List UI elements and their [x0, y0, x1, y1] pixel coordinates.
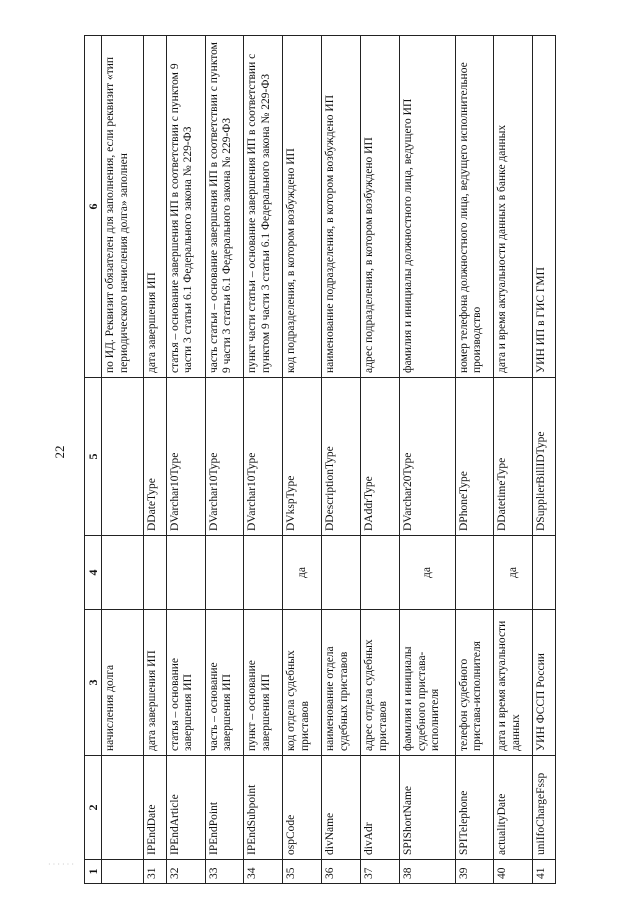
field-type: DDateType — [144, 378, 166, 536]
table-row — [144, 36, 166, 884]
table-row — [361, 36, 400, 884]
row-number: 32 — [166, 860, 205, 884]
field-code: SPIShortName — [400, 756, 455, 860]
row-number: 34 — [244, 860, 283, 884]
scan-mark: · · · · · · — [48, 860, 74, 869]
field-name: начисления долга — [102, 610, 144, 756]
row-number: 37 — [361, 860, 400, 884]
field-code: IPEndPoint — [205, 756, 244, 860]
header-col-6: 6 — [85, 36, 102, 378]
header-col-5: 5 — [85, 378, 102, 536]
table-row — [166, 36, 205, 884]
field-type: DDescriptionType — [322, 378, 361, 536]
required-flag — [244, 536, 283, 610]
required-flag — [144, 536, 166, 610]
field-type: DVarchar10Type — [166, 378, 205, 536]
field-type: DVarchar10Type — [244, 378, 283, 536]
field-description: наименование подразделения, в котором возбуждено ИП — [322, 36, 361, 378]
table-row — [283, 36, 322, 884]
row-number: 33 — [205, 860, 244, 884]
table-rotated-container — [84, 36, 556, 884]
field-name: адрес отдела судебных приставов — [361, 610, 400, 756]
required-flag — [361, 536, 400, 610]
field-type: DDatetimeType — [494, 378, 533, 536]
field-type — [102, 378, 144, 536]
required-flag: да — [283, 536, 322, 610]
row-number: 38 — [400, 860, 455, 884]
field-description: адрес подразделения, в котором возбуждено ИП — [361, 36, 400, 378]
field-type: DSupplierBillIDType — [533, 378, 556, 536]
field-description: пункт части статьи – основание завершения ИП в соответствии с пунктом 9 части 3 статьи 6.1 Федерального закона № 229-ФЗ — [244, 36, 283, 378]
field-description: часть статьи – основание завершения ИП в соответствии с пунктом 9 части 3 статьи 6.1 Федерального закона № 229-ФЗ — [205, 36, 244, 378]
field-name: телефон судебного пристава-исполнителя — [455, 610, 494, 756]
field-name: статья – основание завершения ИП — [166, 610, 205, 756]
row-number: 41 — [533, 860, 556, 884]
field-code: actualityDate — [494, 756, 533, 860]
field-code: IPEndDate — [144, 756, 166, 860]
row-number: 31 — [144, 860, 166, 884]
field-description: статья – основание завершения ИП в соответствии с пунктом 9 части 3 статьи 6.1 Федерального закона № 229-ФЗ — [166, 36, 205, 378]
table-rotated-inner — [84, 36, 556, 884]
field-name: дата и время актуальности данных — [494, 610, 533, 756]
field-description: дата завершения ИП — [144, 36, 166, 378]
table-row — [533, 36, 556, 884]
row-number — [102, 860, 144, 884]
field-type: DAddrType — [361, 378, 400, 536]
field-description: дата и время актуальности данных в банке данных — [494, 36, 533, 378]
field-code: uniIfoChargeFssp — [533, 756, 556, 860]
header-col-4: 4 — [85, 536, 102, 610]
row-number: 40 — [494, 860, 533, 884]
field-name: пункт – основание завершения ИП — [244, 610, 283, 756]
field-name: фамилия и инициалы судебного пристава-исполнителя — [400, 610, 455, 756]
required-flag — [166, 536, 205, 610]
table-row — [455, 36, 494, 884]
field-description: код подразделения, в котором возбуждено ИП — [283, 36, 322, 378]
required-flag — [102, 536, 144, 610]
page-number: 22 — [52, 445, 67, 459]
table-row — [494, 36, 533, 884]
field-code: IPEndArticle — [166, 756, 205, 860]
field-code — [102, 756, 144, 860]
field-description: фамилия и инициалы должностного лица, ведущего ИП — [400, 36, 455, 378]
field-name: дата завершения ИП — [144, 610, 166, 756]
header-col-1: 1 — [85, 860, 102, 884]
field-code: SPITelephone — [455, 756, 494, 860]
table-row — [244, 36, 283, 884]
table-row — [205, 36, 244, 884]
field-code: divAdr — [361, 756, 400, 860]
required-flag: да — [494, 536, 533, 610]
field-type: DVkspType — [283, 378, 322, 536]
required-flag — [322, 536, 361, 610]
table-row — [322, 36, 361, 884]
field-code: divName — [322, 756, 361, 860]
field-code: ospCode — [283, 756, 322, 860]
field-description: по ИД. Реквизит обязателен для заполнения, если реквизит «тип периодического начисления долга» заполнен — [102, 36, 144, 378]
required-flag — [533, 536, 556, 610]
header-col-3: 3 — [85, 610, 102, 756]
field-type: DPhoneType — [455, 378, 494, 536]
field-code: IPEndSubpoint — [244, 756, 283, 860]
field-name: наименование отдела судебных приставов — [322, 610, 361, 756]
data-table — [84, 35, 556, 884]
table-row — [400, 36, 455, 884]
field-description: номер телефона должностного лица, ведущего исполнительное производство — [455, 36, 494, 378]
required-flag — [205, 536, 244, 610]
table-row — [102, 36, 144, 884]
required-flag: да — [400, 536, 455, 610]
field-description: УИН ИП в ГИС ГМП — [533, 36, 556, 378]
field-type: DVarchar10Type — [205, 378, 244, 536]
row-number: 36 — [322, 860, 361, 884]
row-number: 35 — [283, 860, 322, 884]
field-name: УИН ФССП России — [533, 610, 556, 756]
field-name: часть – основание завершения ИП — [205, 610, 244, 756]
row-number: 39 — [455, 860, 494, 884]
field-type: DVarchar20Type — [400, 378, 455, 536]
required-flag — [455, 536, 494, 610]
field-name: код отдела судебных приставов — [283, 610, 322, 756]
table-header-row — [85, 36, 102, 884]
header-col-2: 2 — [85, 756, 102, 860]
